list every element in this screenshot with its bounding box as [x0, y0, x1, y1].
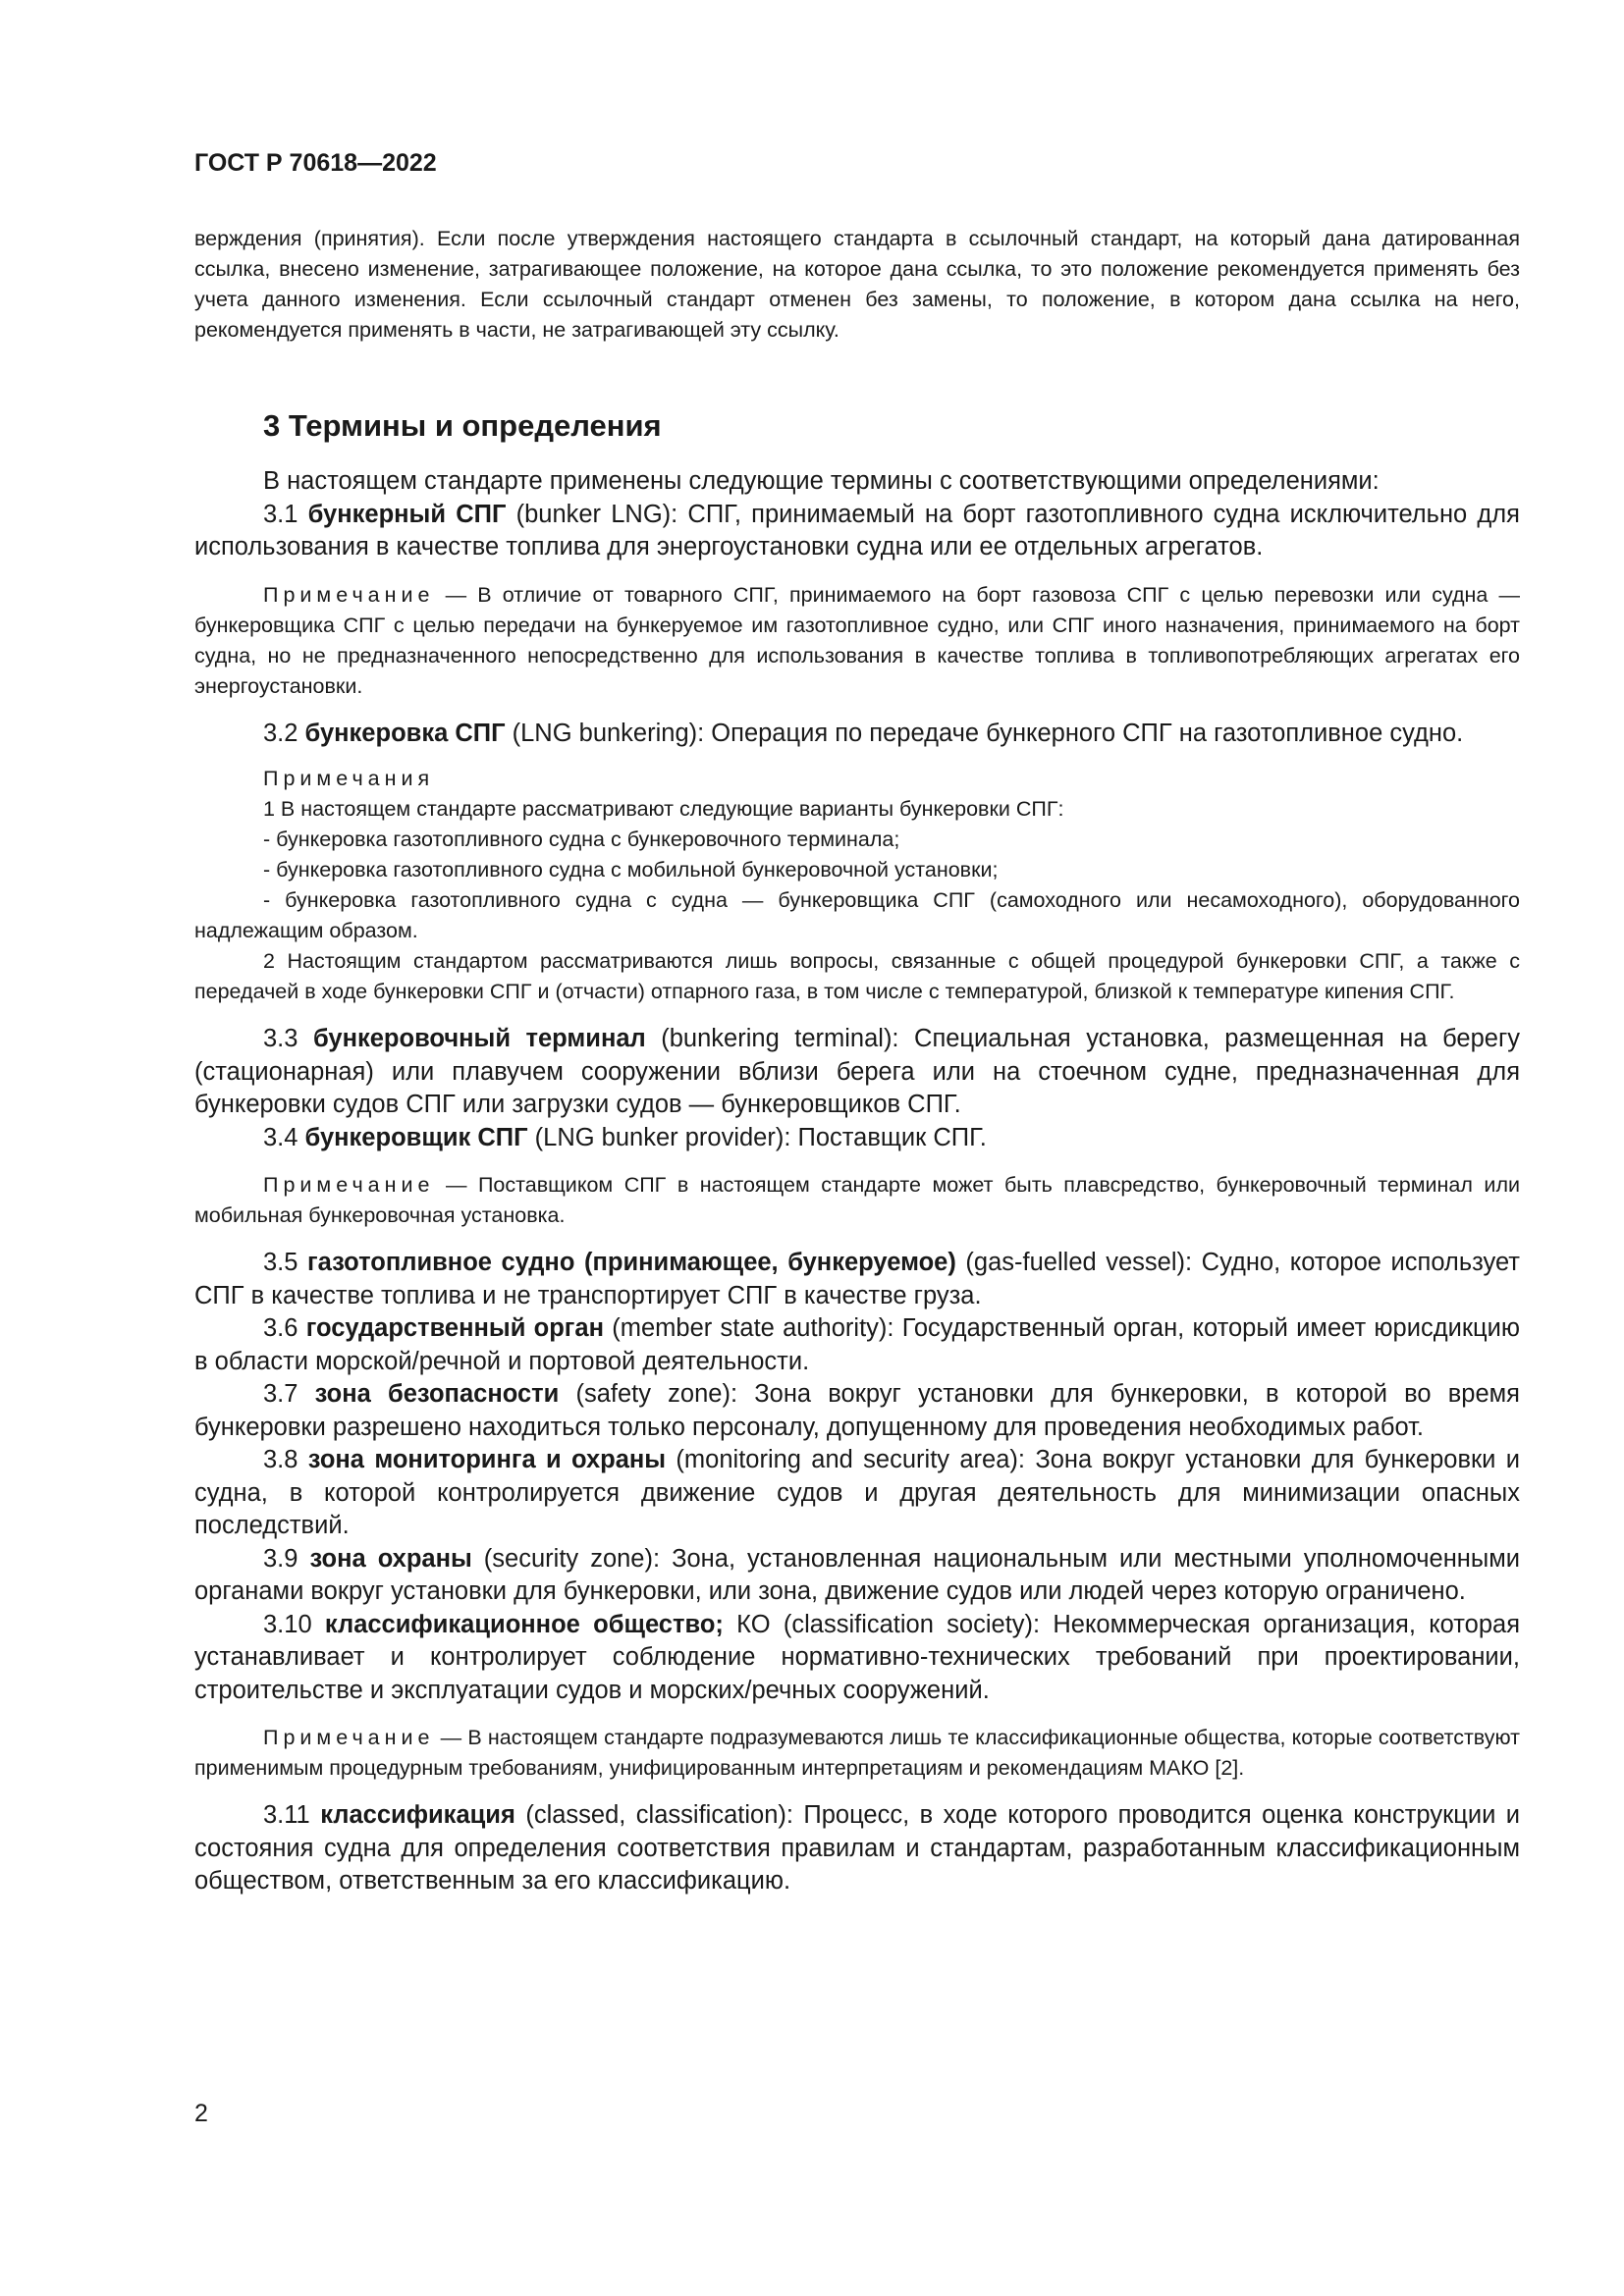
term-definition: (LNG bunkering): Операция по передаче бункерного СПГ на газотопливное судно. — [505, 719, 1464, 747]
note-dash: — — [434, 582, 478, 607]
note-label: Примечание — [263, 582, 435, 607]
note-text: Поставщиком СПГ в настоящем стандарте может быть плавсредство, бункеровочный терминал или мобильная бункеровочная установка. — [194, 1173, 1520, 1227]
term-number: 3.10 — [263, 1610, 325, 1638]
term-number: 3.9 — [263, 1544, 310, 1573]
document-content — [194, 224, 1520, 1898]
term-number: 3.4 — [263, 1123, 305, 1151]
section-title: 3 Термины и определения — [263, 408, 662, 443]
term-3-3 — [194, 1023, 1520, 1122]
term-3-7 — [194, 1378, 1520, 1444]
term-3-1 — [194, 499, 1520, 564]
note-text: В отличие от товарного СПГ, принимаемого на борт газовоза СПГ с целью перевозки или судна — бункеровщика СПГ с целью передачи на бункеруемое им газотопливное судно, или СПГ иного назначения, принимаемого на борт судна, но не предназначенного непосредственно для использования в качестве топлива в топливопотребляющих агрегатах его энергоустановки. — [194, 582, 1520, 698]
note-3-2-bullet-2: - бункеровка газотопливного судна с мобильной бункеровочной установки; — [263, 858, 999, 881]
term-number: 3.11 — [263, 1801, 321, 1829]
term-name: бункерный СПГ — [307, 500, 507, 528]
term-number: 3.2 — [263, 719, 305, 747]
term-name: газотопливное судно (принимающее, бункеруемое) — [307, 1249, 956, 1276]
term-definition: (member state authority): Государственный орган, который имеет юрисдикцию в области морской/речной и портовой деятельности. — [194, 1314, 1520, 1375]
note-dash: — — [434, 1726, 468, 1749]
section-lead: В настоящем стандарте применены следующие термины с соответствующими определениями: — [263, 467, 1380, 495]
term-number: 3.1 — [263, 500, 308, 528]
term-name: классификационное общество; — [324, 1610, 724, 1638]
term-3-11 — [194, 1799, 1520, 1898]
term-definition: (bunkering terminal): Специальная установка, размещенная на берегу (стационарная) или плавучем сооружении вблизи берега или на стоечном судне, предназначенная для бункеровки судов СПГ или загрузки судов — бункеровщиков СПГ. — [194, 1025, 1520, 1118]
term-3-6 — [194, 1312, 1520, 1378]
note-3-2-item-1: 1 В настоящем стандарте рассматривают следующие варианты бункеровки СПГ: — [263, 797, 1064, 821]
term-3-4 — [194, 1122, 1520, 1155]
term-definition: (safety zone): Зона вокруг установки для бункеровки, в которой во время бункеровки разрешено находиться только персоналу, допущенному для проведения необходимых работ. — [194, 1380, 1520, 1441]
term-definition: (gas-fuelled vessel): Судно, которое использует СПГ в качестве топлива и не транспортирует СПГ в качестве груза. — [194, 1249, 1520, 1309]
note-3-2-bullet-3: - бункеровка газотопливного судна с судна — бункеровщика СПГ (самоходного или несамоходного), оборудованного надлежащим образом. — [194, 888, 1520, 942]
term-name: бункеровка СПГ — [304, 719, 506, 747]
note-3-1 — [194, 580, 1520, 702]
term-definition: (security zone): Зона, установленная национальным или местными уполномоченными органами вокруг установки для бункеровки, или зона, движение судов или людей через которую ограничено. — [194, 1544, 1520, 1605]
term-3-10 — [194, 1609, 1520, 1708]
term-definition: (classed, classification): Процесс, в ходе которого проводится оценка конструкции и состояния судна для определения соответствия правилам и стандартам, разработанным классификационным обществом, ответственным за его классификацию. — [194, 1801, 1521, 1895]
note-3-4 — [194, 1170, 1520, 1231]
document-header: ГОСТ Р 70618—2022 — [194, 149, 437, 177]
note-3-10 — [194, 1723, 1520, 1784]
term-definition: (bunker LNG): СПГ, принимаемый на борт газотопливного судна исключительно для использования в качестве топлива для энергоустановки судна или ее отдельных агрегатов. — [194, 500, 1520, 561]
term-definition: (monitoring and security area): Зона вокруг установки для бункеровки и судна, в которой контролируется движение судов и другая деятельность для минимизации опасных последствий. — [194, 1446, 1520, 1539]
term-number: 3.7 — [263, 1380, 315, 1408]
term-number: 3.3 — [263, 1025, 313, 1052]
term-name: государственный орган — [305, 1314, 604, 1342]
note-3-2-item-2: 2 Настоящим стандартом рассматриваются лишь вопросы, связанные с общей процедурой бункеровки СПГ, а также с передачей в ходе бункеровки СПГ и (отчасти) отпарного газа, в том числе с температурой, близкой к температуре кипения СПГ. — [194, 949, 1520, 1003]
note-3-2-bullet-1: - бункеровка газотопливного судна с бункеровочного терминала; — [263, 828, 900, 851]
term-3-2 — [194, 718, 1520, 751]
term-3-5 — [194, 1247, 1520, 1312]
note-label: Примечание — [263, 1173, 435, 1197]
term-name: зона безопасности — [314, 1380, 560, 1408]
term-name: зона охраны — [309, 1544, 472, 1573]
document-page — [194, 0, 1520, 2296]
term-number: 3.8 — [263, 1446, 308, 1473]
note-dash: — — [434, 1173, 478, 1197]
term-number: 3.6 — [263, 1314, 306, 1342]
term-definition: (LNG bunker provider): Поставщик СПГ. — [527, 1123, 987, 1151]
term-name: бункеровщик СПГ — [304, 1123, 528, 1151]
term-number: 3.5 — [263, 1249, 308, 1276]
note-label: Примечание — [263, 1726, 435, 1749]
term-name: бункеровочный терминал — [312, 1025, 646, 1052]
term-definition: КО (classification society): Некоммерческая организация, которая устанавливает и контролирует соблюдение нормативно-технических требований при проектировании, строительстве и эксплуатации судов и морских/речных сооружений. — [194, 1610, 1521, 1704]
term-name: классификация — [320, 1801, 515, 1829]
page-number: 2 — [194, 2100, 208, 2127]
term-3-9 — [194, 1543, 1520, 1609]
notes-label: Примечания — [263, 767, 435, 790]
term-name: зона мониторинга и охраны — [307, 1446, 667, 1473]
term-3-8 — [194, 1444, 1520, 1543]
note-text: В настоящем стандарте подразумеваются лишь те классификационные общества, которые соответствуют применимым процедурным требованиям, унифицированным интерпретациям и рекомендациям МАКО [2]. — [194, 1726, 1521, 1780]
intro-paragraph: верждения (принятия). Если после утверждения настоящего стандарта в ссылочный стандарт, на который дана датированная ссылка, внесено изменение, затрагивающее положение, на которое дана ссылка, то это положение рекомендуется применять без учета данного изменения. Если ссылочный стандарт отменен без замены, то положение, в котором дана ссылка на него, рекомендуется применять в части, не затрагивающей эту ссылку. — [194, 227, 1520, 342]
